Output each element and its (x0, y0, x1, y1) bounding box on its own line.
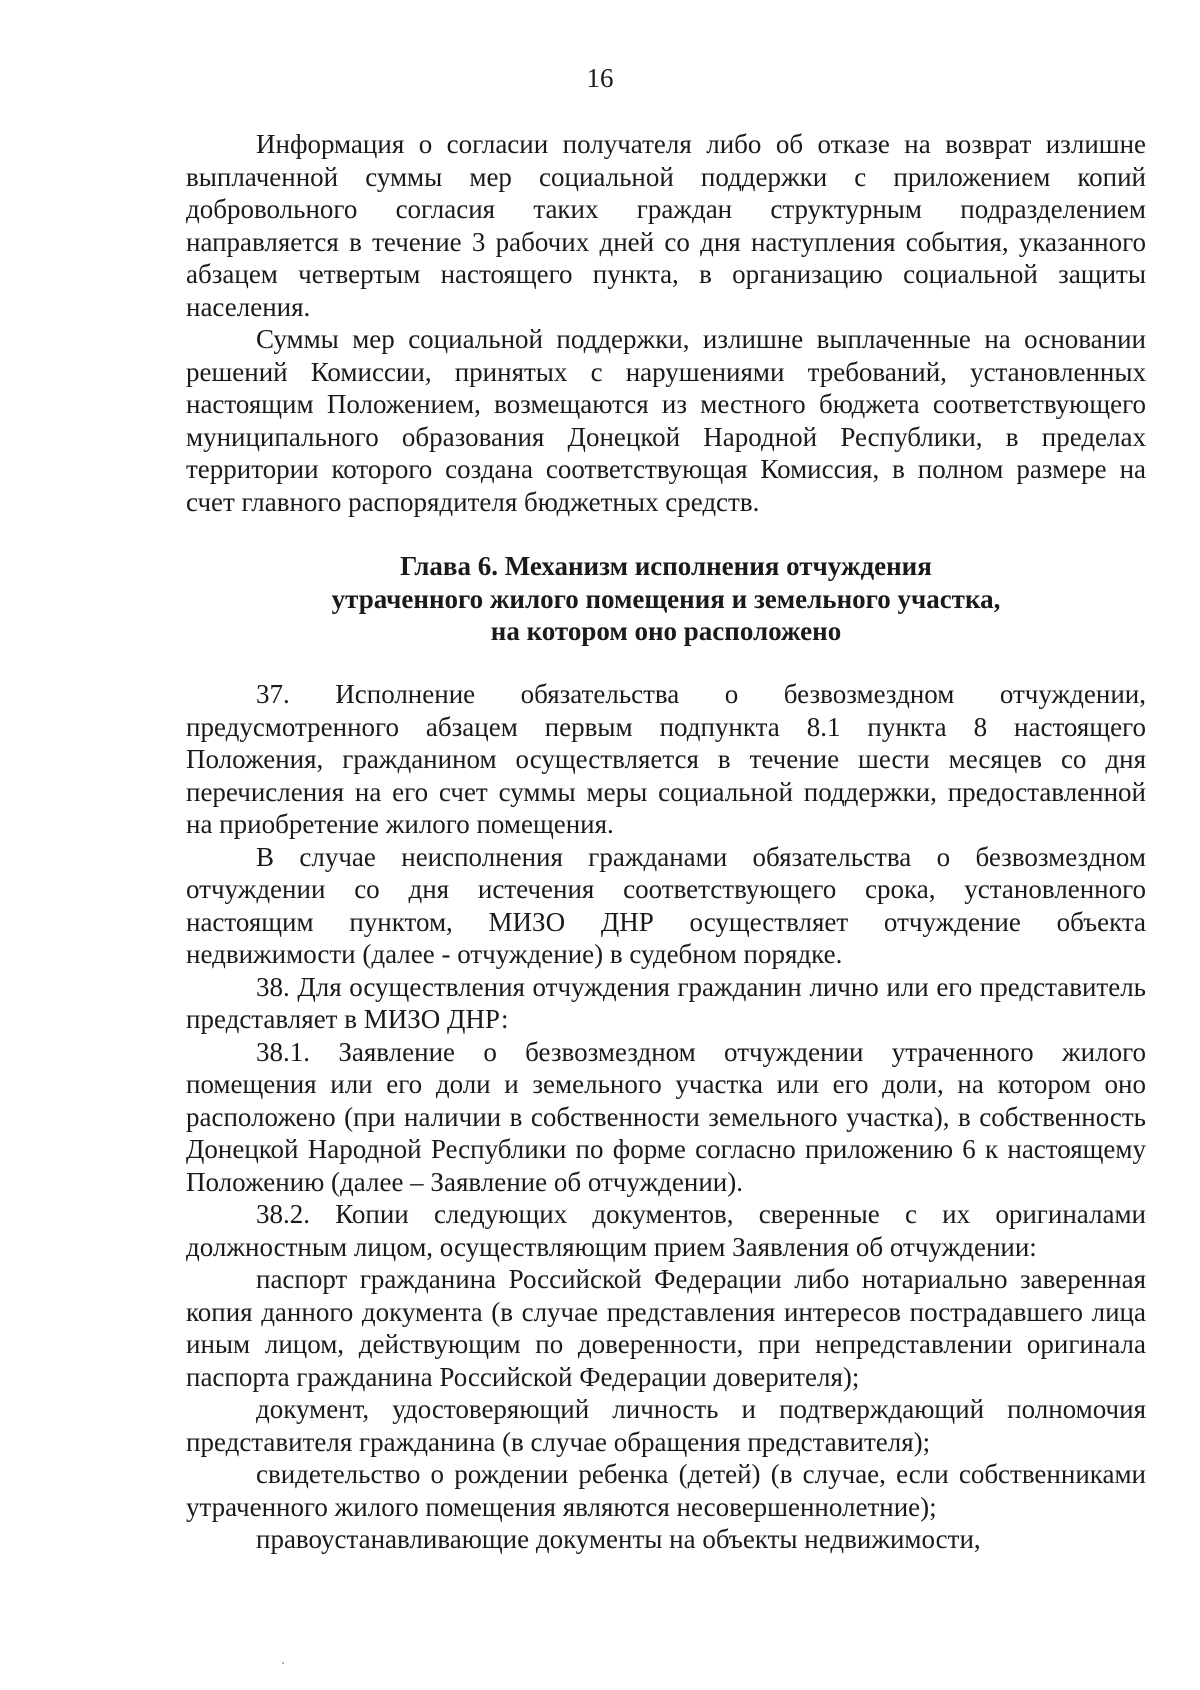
paragraph-item-38: 38. Для осуществления отчуждения гражданин лично или его представитель представляет в МИЗО ДНР: (186, 971, 1146, 1034)
chapter-body (186, 678, 1146, 1556)
scan-speck (282, 1662, 284, 1664)
list-item: документ, удостоверяющий личность и подтверждающий полномочия представителя гражданина (в случае обращения представителя); (186, 1394, 1146, 1457)
paragraph: Информация о согласии получателя либо об отказе на возврат излишне выплаченной суммы мер социальной поддержки с приложением копий добровольного согласия таких граждан структурным подразделением направляется в течение 3 рабочих дней со дня наступления события, указанного абзацем четвертым настоящего пункта, в организацию социальной защиты населения. (186, 129, 1146, 322)
paragraph-item-38-1: 38.1. Заявление о безвозмездном отчуждении утраченного жилого помещения или его доли и земельного участка или его доли, на котором оно расположено (при наличии в собственности земельного участка), в собственность Донецкой Народной Республики по форме согласно приложению 6 к настоящему Положению (далее – Заявление об отчуждении). (186, 1036, 1146, 1197)
paragraph-item-38-2: 38.2. Копии следующих документов, сверенные с их оригиналами должностным лицом, осуществляющим прием Заявления об отчуждении: (186, 1199, 1146, 1262)
list-item: свидетельство о рождении ребенка (детей) (в случае, если собственниками утраченного жилого помещения являются несовершеннолетние); (186, 1459, 1146, 1522)
paragraph: В случае неисполнения гражданами обязательства о безвозмездном отчуждении со дня истечения соответствующего срока, установленного настоящим пунктом, МИЗО ДНР осуществляет отчуждение объекта недвижимости (далее - отчуждение) в судебном порядке. (186, 841, 1146, 969)
paragraph-item-37: 37. Исполнение обязательства о безвозмездном отчуждении, предусмотренного абзацем первым подпункта 8.1 пункта 8 настоящего Положения, гражданином осуществляется в течение шести месяцев со дня перечисления на его счет суммы меры социальной поддержки, предоставленной на приобретение жилого помещения. (186, 679, 1146, 839)
paragraph: Суммы мер социальной поддержки, излишне выплаченные на основании решений Комиссии, принятых с нарушениями требований, установленных настоящим Положением, возмещаются из местного бюджета соответствующего муниципального образования Донецкой Народной Республики, в пределах территории которого создана соответствующая Комиссия, в полном размере на счет главного распорядителя бюджетных средств. (186, 324, 1146, 517)
section-before-chapter (186, 128, 1146, 518)
chapter-heading-line: утраченного жилого помещения и земельного участка, (331, 583, 1001, 614)
page-number: 16 (586, 63, 614, 93)
chapter-heading-line: на котором оно расположено (490, 616, 842, 646)
list-item: паспорт гражданина Российской Федерации либо нотариально заверенная копия данного документа (в случае представления интересов пострадавшего лица иным лицом, действующим по доверенности, при непредставлении оригинала паспорта гражданина Российской Федерации доверителя); (186, 1264, 1146, 1392)
chapter-heading (186, 550, 1146, 648)
chapter-heading-line: Глава 6. Механизм исполнения отчуждения (400, 551, 932, 581)
list-item: правоустанавливающие документы на объекты недвижимости, (256, 1524, 981, 1554)
